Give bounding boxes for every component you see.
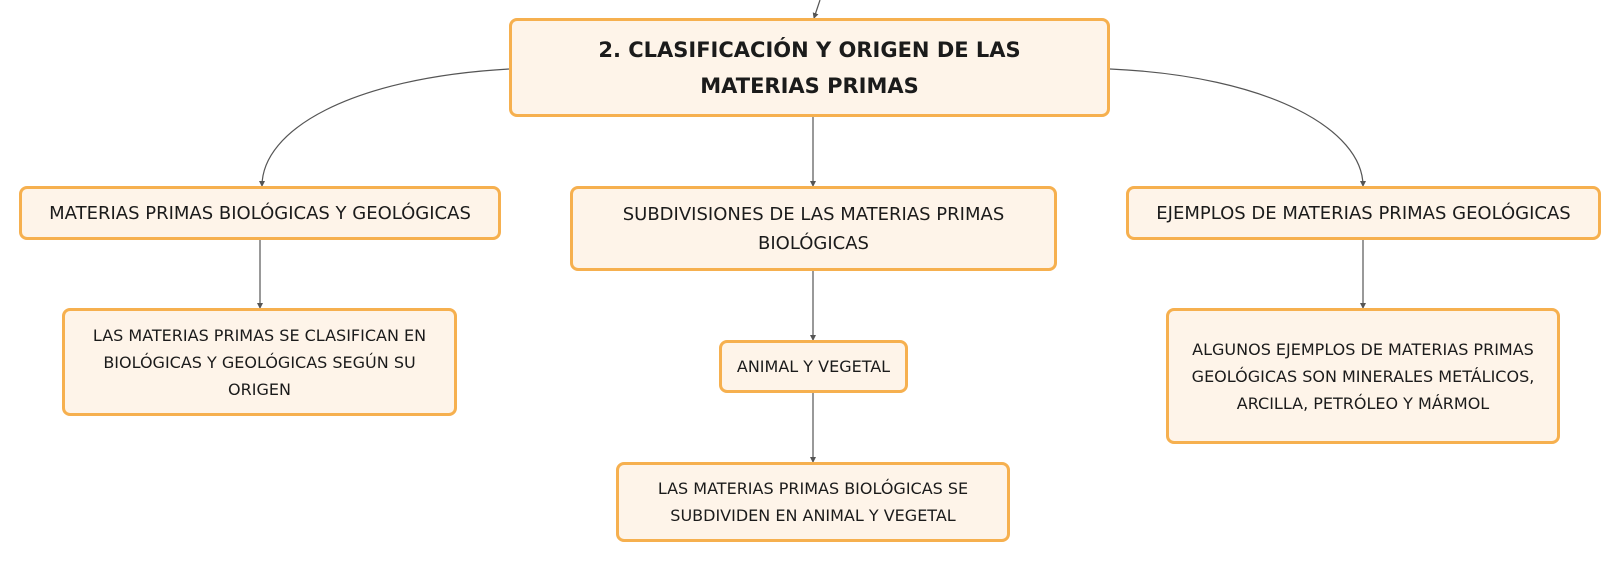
connector-incoming-root xyxy=(814,0,820,18)
child-label: ANIMAL Y VEGETAL xyxy=(736,357,891,376)
root-topic[interactable] xyxy=(509,18,1110,117)
leaf-label: ALGUNOS EJEMPLOS DE MATERIAS PRIMAS GEOLÓGICAS SON MINERALES METÁLICOS, ARCILLA, PETRÓLEO Y MÁRMOL xyxy=(1191,339,1535,413)
branch-label: EJEMPLOS DE MATERIAS PRIMAS GEOLÓGICAS xyxy=(1156,202,1571,224)
branch-label: MATERIAS PRIMAS BIOLÓGICAS Y GEOLÓGICAS xyxy=(49,202,471,224)
leaf-label: LAS MATERIAS PRIMAS BIOLÓGICAS SE SUBDIVIDEN EN ANIMAL Y VEGETAL xyxy=(657,479,969,525)
branch-subdivisiones[interactable] xyxy=(570,186,1057,271)
connector-root-to-branch-1 xyxy=(262,69,509,186)
connector-root-to-branch-3 xyxy=(1110,69,1363,186)
branch-ejemplos-geologicas[interactable] xyxy=(1126,186,1601,240)
child-animal-vegetal[interactable] xyxy=(719,340,908,393)
leaf-clasificacion-origen[interactable] xyxy=(62,308,457,416)
leaf-ejemplos[interactable] xyxy=(1166,308,1560,444)
leaf-label: LAS MATERIAS PRIMAS SE CLASIFICAN EN BIOLÓGICAS Y GEOLÓGICAS SEGÚN SU ORIGEN xyxy=(92,325,427,399)
branch-biologicas-geologicas[interactable] xyxy=(19,186,501,240)
branch-label: SUBDIVISIONES DE LAS MATERIAS PRIMAS BIOLÓGICAS xyxy=(622,203,1005,254)
leaf-subdividen[interactable] xyxy=(616,462,1010,542)
root-topic-label: 2. CLASIFICACIÓN Y ORIGEN DE LAS MATERIAS PRIMAS xyxy=(598,37,1021,98)
